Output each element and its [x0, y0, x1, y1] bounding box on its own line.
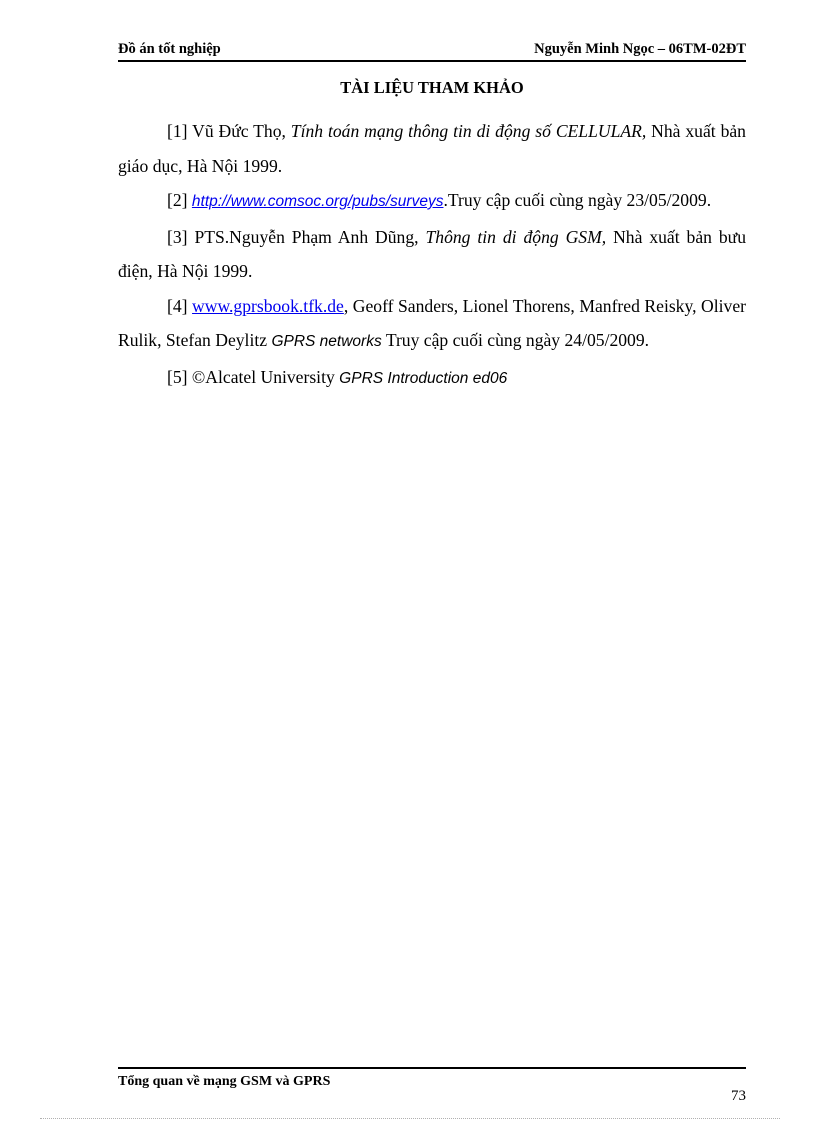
- reference-3-author: PTS.Nguyễn Phạm Anh Dũng,: [194, 226, 419, 247]
- reference-2-link[interactable]: http://www.comsoc.org/pubs/surveys: [191, 193, 444, 210]
- reference-5: [118, 360, 746, 397]
- reference-3: [118, 220, 746, 289]
- reference-1-number: [1]: [167, 121, 188, 141]
- page-title: TÀI LIỆU THAM KHẢO: [340, 78, 524, 97]
- reference-4: [118, 289, 746, 360]
- page-number: 73: [731, 1088, 746, 1104]
- reference-4-authors: , Geoff Sanders, Lionel Thorens, Manfred Reisky, Oliver Rulik, Stefan Deylitz: [118, 295, 746, 350]
- reference-3-publisher: Nhà xuất bản bưu điện, Hà Nội 1999.: [118, 226, 746, 281]
- reference-4-number: [4]: [167, 295, 188, 316]
- reference-5-work: GPRS Introduction ed06: [339, 369, 508, 387]
- reference-3-work: Thông tin di động GSM,: [425, 226, 607, 247]
- page-bottom-border: [40, 1118, 780, 1119]
- reference-1-publisher: Nhà xuất bản giáo dục, Hà Nội 1999.: [118, 121, 746, 176]
- header-author: Nguyễn Minh Ngọc – 06TM-02ĐT: [534, 41, 746, 57]
- page-footer: [118, 1067, 746, 1104]
- header-document-type: Đồ án tốt nghiệp: [118, 41, 221, 57]
- reference-2: [118, 183, 746, 220]
- reference-5-author: ©Alcatel University: [191, 366, 335, 387]
- page-header: [118, 40, 746, 62]
- footer-title: Tổng quan về mạng GSM và GPRS: [118, 1074, 331, 1089]
- reference-5-number: [5]: [167, 366, 188, 387]
- reference-1: [118, 114, 746, 183]
- reference-list: [118, 114, 746, 396]
- reference-4-work: GPRS networks: [271, 333, 382, 350]
- reference-1-author: Vũ Đức Thọ,: [192, 121, 286, 141]
- reference-4-access: Truy cập cuối cùng ngày 24/05/2009.: [385, 330, 650, 350]
- reference-3-number: [3]: [167, 226, 188, 247]
- reference-2-access: .Truy cập cuối cùng ngày 23/05/2009.: [443, 190, 712, 210]
- reference-1-work: Tính toán mạng thông tin di động số CELLULAR,: [290, 121, 647, 141]
- reference-2-number: [2]: [167, 190, 188, 210]
- reference-4-link[interactable]: www.gprsbook.tfk.de: [192, 295, 344, 316]
